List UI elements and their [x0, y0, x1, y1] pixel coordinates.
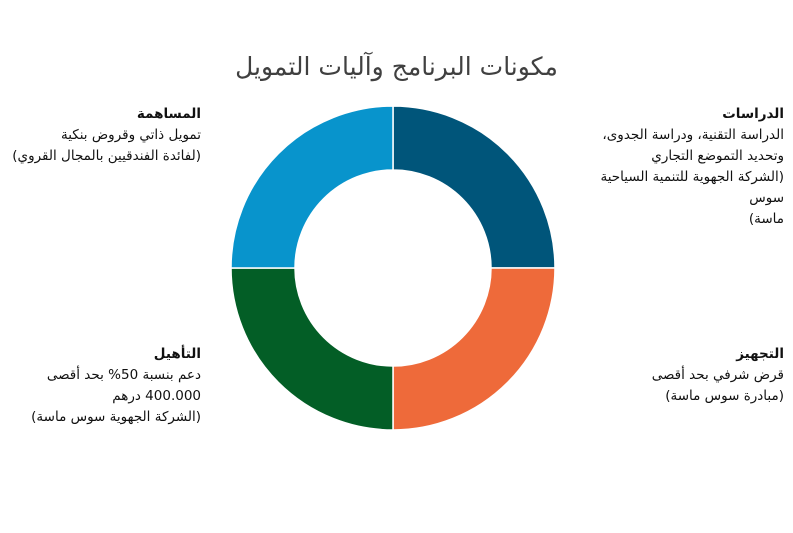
equipment-line-1: قرض شرفي بحد أقصى — [651, 367, 784, 383]
ring-segment-contribution — [231, 106, 393, 268]
contribution-block — [1, 104, 201, 167]
equipment-heading: التجهيز — [736, 346, 784, 362]
studies-line-1: الدراسة التقنية، ودراسة الجدوى، — [602, 127, 784, 143]
ring-segment-qualification — [231, 268, 393, 430]
studies-block — [564, 104, 784, 230]
studies-heading: الدراسات — [722, 106, 784, 122]
studies-line-4: ماسة) — [748, 211, 784, 227]
qualification-heading: التأهيل — [153, 346, 201, 362]
contribution-line-2: (لفائدة الفندقيين بالمجال القروي) — [12, 148, 201, 164]
studies-line-2: وتحديد التموضع التجاري — [651, 148, 784, 164]
contribution-heading: المساهمة — [136, 106, 201, 122]
contribution-line-1: تمويل ذاتي وقروض بنكية — [60, 127, 201, 143]
qualification-line-1: دعم بنسبة 50% بحد أقصى — [46, 367, 201, 383]
ring-segment-studies — [393, 106, 555, 268]
equipment-line-2: (مبادرة سوس ماسة) — [665, 388, 784, 404]
qualification-line-3: (الشركة الجهوية سوس ماسة) — [31, 409, 201, 425]
qualification-line-2: 400.000 درهم — [112, 388, 201, 404]
equipment-block — [584, 344, 784, 407]
diagram-title: مكونات البرنامج وآليات التمويل — [235, 52, 558, 81]
ring-segment-equipment — [393, 268, 555, 430]
qualification-block — [1, 344, 201, 428]
studies-line-3: (الشركة الجهوية للتنمية السياحية سوس — [600, 169, 784, 206]
